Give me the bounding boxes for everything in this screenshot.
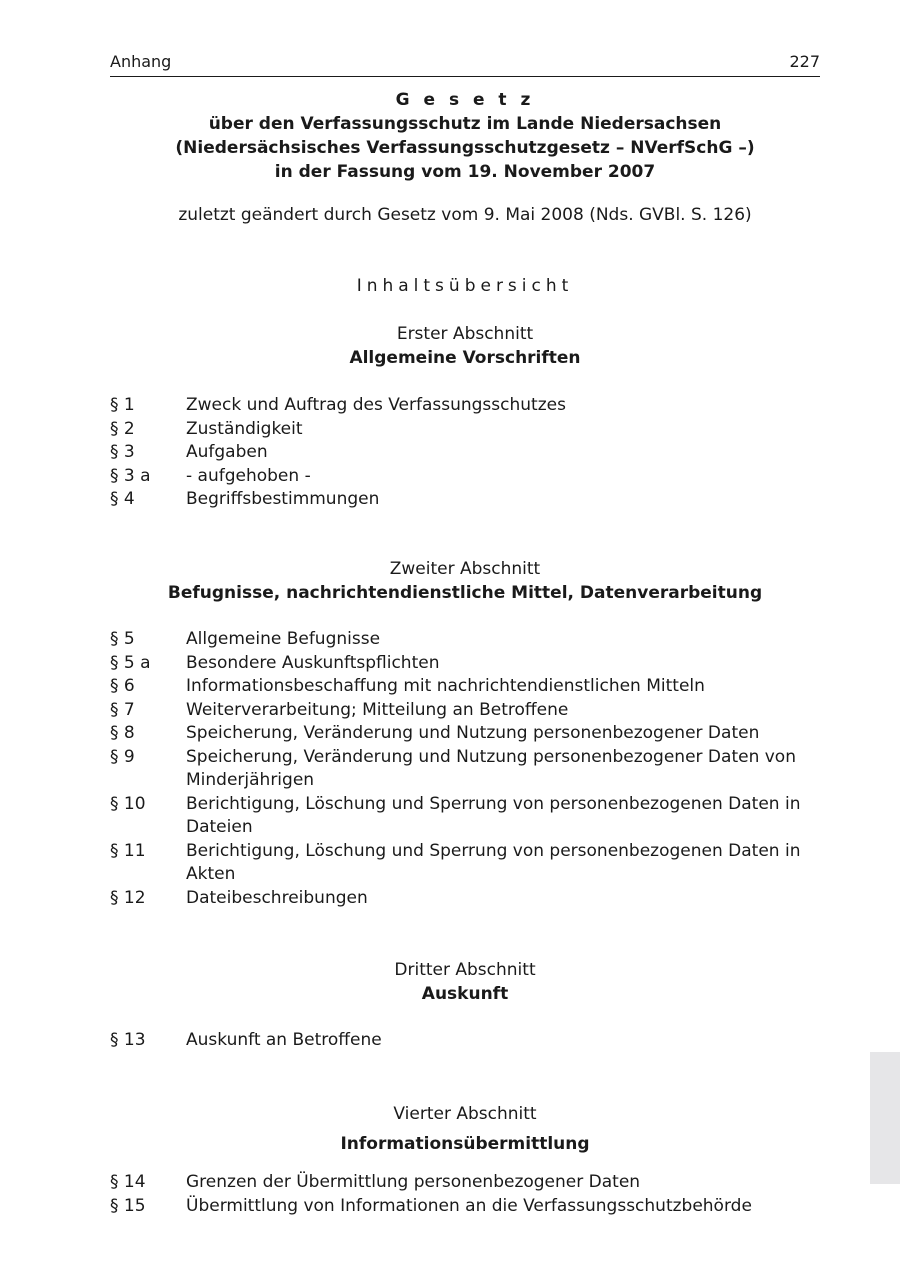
paragraph-number: § 15 (110, 1195, 146, 1216)
paragraph-title: Informationsbeschaffung mit nachrichtendienstlichen Mitteln (186, 676, 705, 696)
amendment-note: zuletzt geändert durch Gesetz vom 9. Mai 2008 (Nds. GVBl. S. 126) (178, 205, 752, 225)
paragraph-title: - aufgehoben - (186, 465, 311, 486)
toc-list-2 (110, 628, 820, 910)
section-heading-4 (110, 1099, 820, 1159)
section-label: Dritter Abschnitt (394, 960, 536, 980)
section-label: Erster Abschnitt (396, 324, 534, 344)
toc-list-1 (110, 394, 820, 512)
toc-entry[interactable] (110, 652, 820, 676)
paragraph-number: § 4 (110, 489, 135, 509)
paragraph-title: Allgemeine Befugnisse (186, 629, 381, 649)
toc-entry[interactable] (110, 793, 820, 840)
paragraph-title: Speicherung, Veränderung und Nutzung personenbezogener Daten (186, 723, 760, 743)
title-line-2: über den Verfassungsschutz im Lande Niedersachsen (208, 114, 722, 134)
toc-entry[interactable] (110, 887, 820, 911)
section-name: Allgemeine Vorschriften (349, 348, 581, 368)
toc-entry[interactable] (110, 699, 820, 723)
toc-entry[interactable] (110, 746, 820, 793)
paragraph-title: Berichtigung, Löschung und Sperrung von personenbezogenen Daten in Dateien (186, 793, 801, 837)
paragraph-number: § 11 (110, 840, 146, 861)
thumb-index-tab (870, 1052, 900, 1184)
paragraph-number: § 5 a (110, 652, 151, 673)
header-section-label: Anhang (110, 52, 172, 71)
paragraph-title: Zweck und Auftrag des Verfassungsschutzes (186, 395, 566, 415)
toc-entry[interactable] (110, 1195, 820, 1219)
toc-list-4 (110, 1171, 820, 1218)
section-name: Befugnisse, nachrichtendienstliche Mittel, Datenverarbeitung (167, 583, 763, 603)
paragraph-title: Grenzen der Übermittlung personenbezogener Daten (186, 1172, 641, 1192)
paragraph-number: § 10 (110, 793, 146, 814)
toc-entry[interactable] (110, 628, 820, 652)
paragraph-number: § 3 a (110, 465, 151, 486)
toc-heading: Inhaltsübersicht (356, 276, 574, 296)
paragraph-title: Aufgaben (186, 442, 268, 462)
paragraph-number: § 3 (110, 442, 135, 462)
toc-entry[interactable] (110, 394, 820, 418)
toc-entry[interactable] (110, 465, 820, 489)
paragraph-number: § 6 (110, 676, 135, 696)
section-label: Vierter Abschnitt (393, 1104, 537, 1124)
toc-list-3 (110, 1029, 820, 1053)
paragraph-title: Begriffsbestimmungen (186, 489, 380, 509)
toc-entry[interactable] (110, 722, 820, 746)
law-title (110, 88, 820, 184)
paragraph-number: § 12 (110, 887, 146, 908)
paragraph-number: § 13 (110, 1030, 146, 1050)
section-heading-2 (110, 557, 820, 605)
toc-entry[interactable] (110, 840, 820, 887)
paragraph-number: § 1 (110, 395, 135, 415)
toc-entry[interactable] (110, 418, 820, 442)
page-number: 227 (789, 52, 820, 71)
paragraph-number: § 7 (110, 699, 135, 720)
toc-entry[interactable] (110, 1029, 820, 1053)
paragraph-title: Weiterverarbeitung; Mitteilung an Betroffene (186, 699, 569, 720)
paragraph-number: § 8 (110, 723, 135, 743)
section-label: Zweiter Abschnitt (389, 559, 541, 579)
paragraph-title: Besondere Auskunftspflichten (186, 652, 440, 673)
section-name: Informationsübermittlung (340, 1134, 590, 1154)
section-heading-3 (110, 958, 820, 1006)
paragraph-number: § 9 (110, 746, 135, 767)
toc-entry[interactable] (110, 441, 820, 465)
running-header (110, 52, 820, 77)
title-word: G e s e t z (395, 90, 535, 110)
section-heading-1 (110, 322, 820, 370)
section-name: Auskunft (421, 984, 509, 1004)
paragraph-title: Speicherung, Veränderung und Nutzung personenbezogener Daten von Minderjährigen (186, 746, 796, 790)
toc-entry[interactable] (110, 488, 820, 512)
paragraph-number: § 2 (110, 418, 135, 439)
paragraph-title: Dateibeschreibungen (186, 887, 368, 908)
paragraph-title: Auskunft an Betroffene (186, 1030, 382, 1050)
title-line-4: in der Fassung vom 19. November 2007 (274, 162, 656, 182)
paragraph-title: Berichtigung, Löschung und Sperrung von personenbezogenen Daten in Akten (186, 840, 801, 884)
paragraph-number: § 14 (110, 1172, 146, 1192)
paragraph-title: Übermittlung von Informationen an die Verfassungsschutzbehörde (186, 1195, 752, 1216)
toc-entry[interactable] (110, 675, 820, 699)
paragraph-title: Zuständigkeit (186, 418, 303, 439)
toc-entry[interactable] (110, 1171, 820, 1195)
title-line-3: (Niedersächsisches Verfassungsschutzgesetz – NVerfSchG –) (175, 138, 755, 158)
paragraph-number: § 5 (110, 629, 135, 649)
